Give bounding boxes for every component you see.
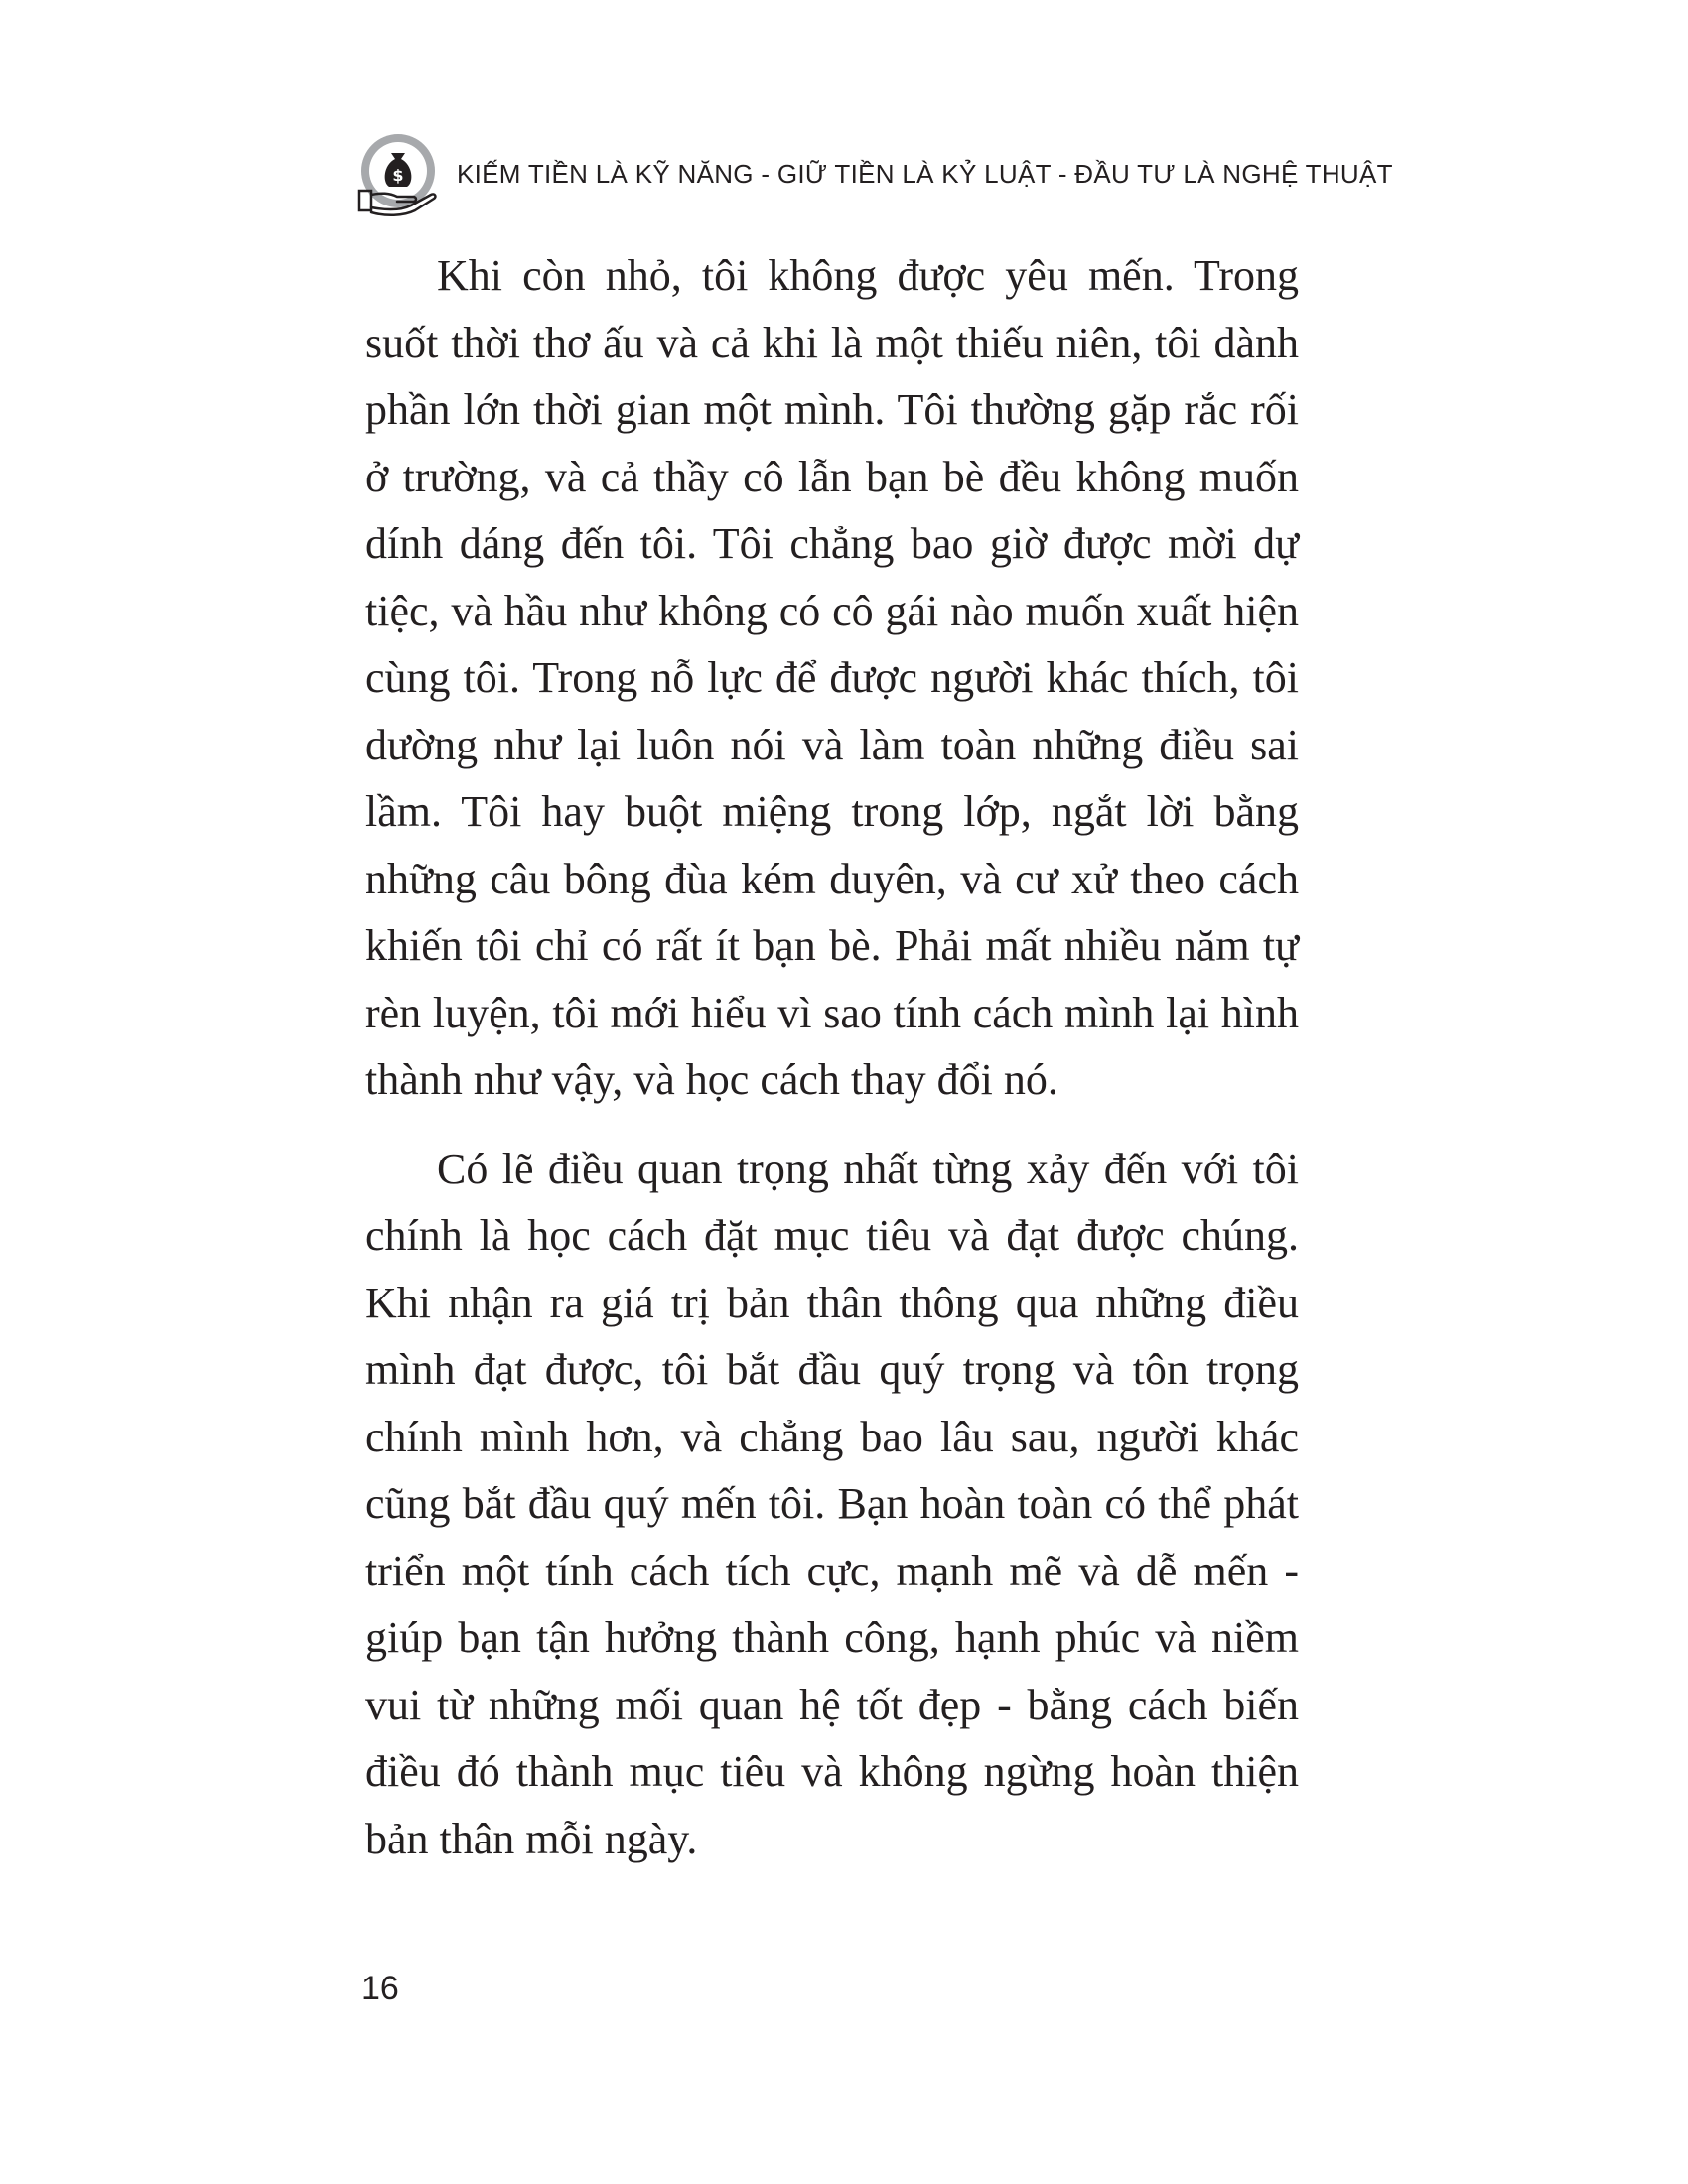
paragraph-2: Có lẽ điều quan trọng nhất từng xảy đến với tôi chính là học cách đặt mục tiêu và đạt được chúng. Khi nhận ra giá trị bản thân thông qua những điều mình đạt được, tôi bắt đầu quý trọng và tôn trọng chính mình hơn, và chẳng bao lâu sau, người khác cũng bắt đầu quý mến tôi. Bạn hoàn toàn có thể phát triển một tính cách tích cực, mạnh mẽ và dễ mến - giúp bạn tận hưởng thành công, hạnh phúc và niềm vui từ những mối quan hệ tốt đẹp - bằng cách biến điều đó thành mục tiêu và không ngừng hoàn thiện bản thân mỗi ngày. xyxy=(365,1144,1299,1863)
running-header xyxy=(353,125,1393,224)
paragraph-1: Khi còn nhỏ, tôi không được yêu mến. Trong suốt thời thơ ấu và cả khi là một thiếu niên, tôi dành phần lớn thời gian một mình. Tôi thường gặp rắc rối ở trường, và cả thầy cô lẫn bạn bè đều không muốn dính dáng đến tôi. Tôi chẳng bao giờ được mời dự tiệc, và hầu như không có cô gái nào muốn xuất hiện cùng tôi. Trong nỗ lực để được người khác thích, tôi dường như lại luôn nói và làm toàn những điều sai lầm. Tôi hay buột miệng trong lớp, ngắt lời bằng những câu bông đùa kém duyên, và cư xử theo cách khiến tôi chỉ có rất ít bạn bè. Phải mất nhiều năm tự rèn luyện, tôi mới hiểu vì sao tính cách mình lại hình thành như vậy, và học cách thay đổi nó. xyxy=(365,251,1299,1104)
logo-dollar-sign: $ xyxy=(392,166,404,185)
running-header-title: KIẾM TIỀN LÀ KỸ NĂNG - GIỮ TIỀN LÀ KỶ LUẬT - ĐẦU TƯ LÀ NGHỆ THUẬT xyxy=(457,159,1393,189)
body-text xyxy=(365,242,1299,1872)
money-bag-hand-icon xyxy=(353,131,443,220)
page-number: 16 xyxy=(361,1970,399,2007)
